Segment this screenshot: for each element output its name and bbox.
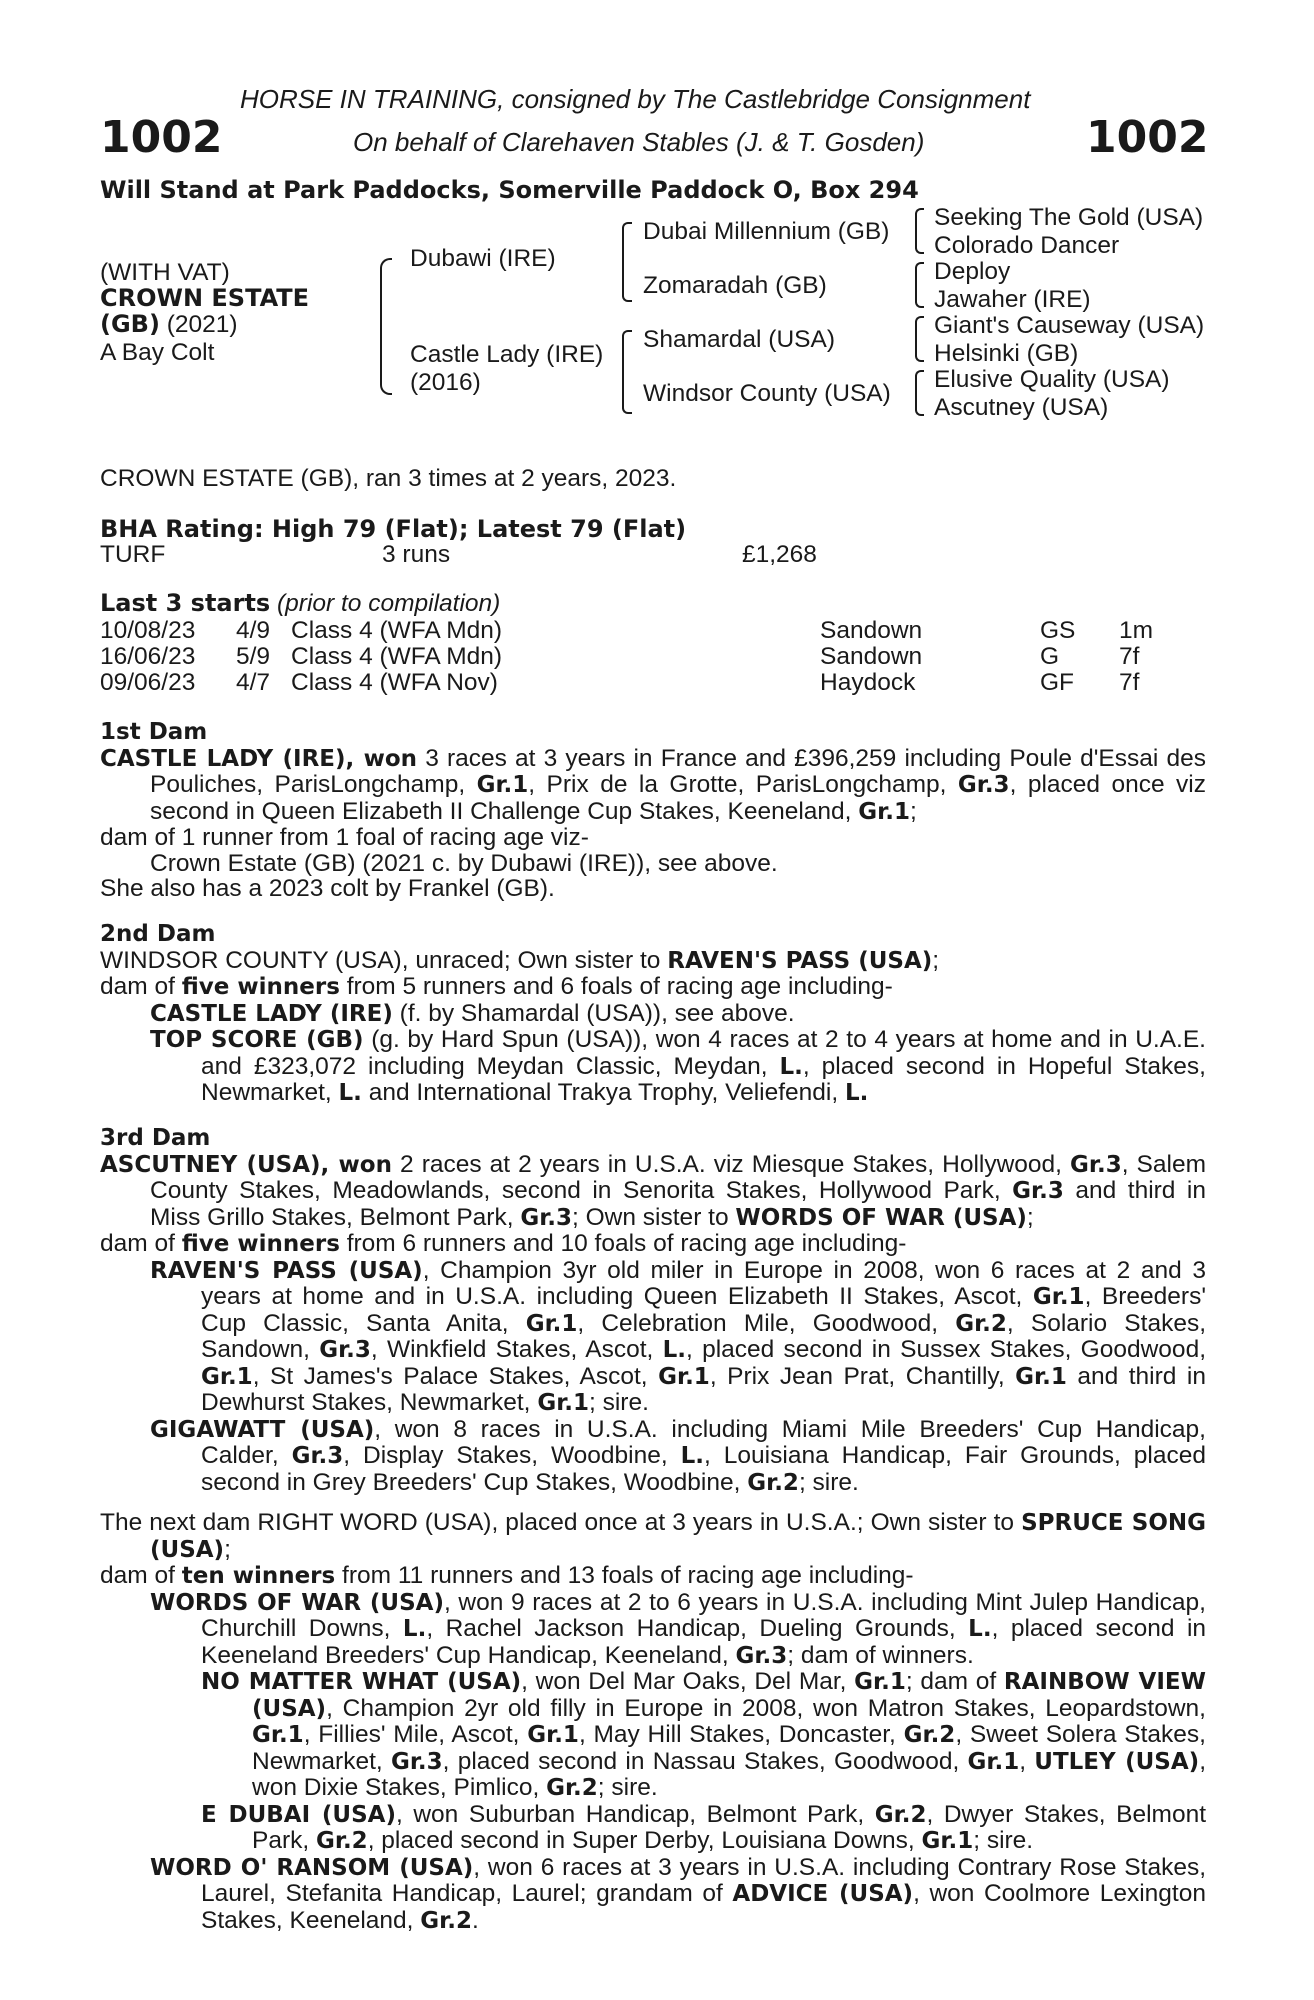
horse-name: RAVEN'S PASS (USA) (150, 1257, 423, 1284)
grade: Gr.1 (921, 1828, 974, 1854)
text: ; Own sister to (572, 1203, 736, 1231)
text: from 6 runners and 10 foals of racing age including- (339, 1230, 907, 1257)
second-dam-produce-intro (100, 974, 1206, 1001)
text: , placed once viz second in Queen Elizabeth II Challenge Cup Stakes, Keeneland, (150, 771, 1206, 825)
grade: Gr.1 (201, 1363, 253, 1390)
pedigree-dd: Windsor County (USA) (643, 380, 891, 407)
text: 3 races at 3 years in France and £396,259 including Poule d'Essai des Pouliches, ParisLongchamp, (150, 744, 1206, 798)
horse-year: (2021) (159, 311, 238, 338)
horse-name: TOP SCORE (GB) (150, 1027, 364, 1053)
start-dist: 1m (1119, 617, 1154, 644)
pedigree-dds: Elusive Quality (USA) (934, 366, 1170, 393)
grade: Gr.1 (1015, 1363, 1067, 1390)
horse-name: UTLEY (USA) (1034, 1748, 1200, 1775)
lot-number-right: 1002 (1086, 112, 1209, 163)
vat-note: (WITH VAT) (100, 259, 230, 286)
pedigree-brace (380, 258, 392, 395)
text: , won 8 races in U.S.A. including Miami Mile Breeders' Cup Handicap, Calder, (201, 1415, 1206, 1469)
produce-entry (100, 1001, 1206, 1028)
text: , Breeders' Cup Classic, Santa Anita, (201, 1283, 1206, 1337)
grade: Gr.2 (903, 1722, 956, 1748)
text: and third in Miss Grillo Stakes, Belmont Park, (150, 1177, 1206, 1231)
start-race: Class 4 (WFA Mdn) (291, 617, 503, 644)
rating-earnings: £1,268 (742, 541, 817, 568)
text: , St James's Palace Stakes, Ascot, (252, 1362, 659, 1390)
text: The next dam RIGHT WORD (USA), placed once at 3 years in U.S.A.; Own sister to (100, 1509, 1022, 1536)
third-dam-produce-intro (100, 1231, 1206, 1258)
dam-name: CASTLE LADY (IRE) (100, 745, 346, 772)
grade: Gr.1 (525, 1310, 578, 1337)
grade: Gr.3 (390, 1748, 443, 1775)
horse-name: RAVEN'S PASS (USA) (667, 947, 933, 974)
start-date: 09/06/23 (100, 669, 196, 696)
text: ; sire. (589, 1389, 649, 1416)
third-dam-section (100, 1126, 1206, 1496)
pedigree-brace (915, 208, 924, 254)
horse-name: ADVICE (USA) (732, 1881, 914, 1907)
grade: Gr.1 (476, 772, 529, 798)
start-date: 10/08/23 (100, 617, 196, 644)
start-date: 16/06/23 (100, 643, 196, 670)
grade: Gr.3 (735, 1642, 788, 1669)
horse-name: WORDS OF WAR (USA) (150, 1589, 444, 1616)
text: dam of (100, 1562, 182, 1589)
text: , Champion 3yr old miler in Europe in 2008, won 6 races at 2 and 3 years at home and in U.S.A. including Queen Elizabeth II Stakes, Ascot, (201, 1256, 1206, 1310)
grade: Gr.3 (319, 1337, 371, 1363)
pedigree-ss: Dubai Millennium (GB) (643, 218, 890, 245)
pedigree-ssd: Colorado Dancer (934, 232, 1120, 259)
pedigree-dam: Castle Lady (IRE) (410, 341, 604, 368)
grade: Gr.2 (747, 1469, 799, 1496)
vendor-line: On behalf of Clarehaven Stables (J. & T. Gosden) (353, 127, 925, 157)
grade: Gr.3 (1070, 1151, 1122, 1178)
text: , Louisiana Handicap, Fair Grounds, placed second in Grey Breeders' Cup Stakes, Woodbine, (201, 1442, 1207, 1496)
produce-entry (100, 1027, 1206, 1107)
grade: Gr.2 (874, 1801, 927, 1828)
pedigree-sds: Deploy (934, 258, 1011, 285)
pedigree-sss: Seeking The Gold (USA) (934, 204, 1204, 231)
grade: Gr.1 (527, 1722, 579, 1748)
first-dam-heading: 1st Dam (100, 719, 208, 745)
text: , Fillies' Mile, Ascot, (303, 1721, 528, 1748)
text: and third in Dewhurst Stakes, Newmarket, (201, 1362, 1206, 1416)
first-dam-section (100, 720, 1206, 902)
produce-entry (100, 1855, 1206, 1935)
start-course: Sandown (820, 643, 923, 670)
won-label: , won (345, 745, 418, 772)
horse-description: A Bay Colt (100, 339, 215, 366)
text: WINDSOR COUNTY (USA), unraced; Own sister to (100, 946, 668, 974)
grade: L. (680, 1443, 705, 1469)
produce-entry (100, 1802, 1206, 1855)
grade: Gr.3 (1012, 1178, 1064, 1204)
stand-location: Will Stand at Park Paddocks, Somerville Paddock O, Box 294 (100, 176, 919, 204)
winners-count: five winners (181, 974, 340, 1000)
grade: L. (402, 1616, 427, 1642)
text: , placed second in Super Derby, Louisiana Downs, (367, 1827, 922, 1854)
grade: L. (844, 1080, 869, 1106)
first-dam-also: She also has a 2023 colt by Frankel (GB). (100, 875, 555, 902)
grade: Gr.2 (546, 1775, 598, 1801)
pedigree-sd: Zomaradah (GB) (643, 272, 827, 299)
text: from 11 runners and 13 foals of racing age including- (335, 1562, 914, 1589)
text: , May Hill Stakes, Doncaster, (578, 1721, 904, 1748)
text: and International Trakya Trophy, Veliefendi, (361, 1079, 845, 1106)
consignment-line: HORSE IN TRAINING, consigned by The Castlebridge Consignment (240, 84, 1031, 114)
grade: Gr.2 (955, 1310, 1007, 1337)
text: ; (224, 1535, 231, 1563)
pedigree-sire: Dubawi (IRE) (410, 245, 556, 272)
pedigree-ds: Shamardal (USA) (643, 326, 835, 353)
start-race: Class 4 (WFA Mdn) (291, 643, 503, 670)
grade: Gr.3 (291, 1443, 344, 1469)
text: , (1019, 1747, 1035, 1775)
text: . (471, 1906, 479, 1934)
grade: L. (662, 1337, 686, 1363)
start-pos: 4/7 (236, 669, 271, 696)
text: , Solario Stakes, Sandown, (201, 1309, 1206, 1363)
pedigree-brace (622, 330, 632, 414)
text: , Salem County Stakes, Meadowlands, second in Senorita Stakes, Hollywood Park, (150, 1150, 1207, 1204)
horse-name: CASTLE LADY (IRE) (150, 1000, 393, 1027)
text: ; sire. (973, 1827, 1034, 1854)
text: , placed second in Hopeful Stakes, Newmarket, (201, 1052, 1206, 1106)
text: ; dam of (905, 1668, 1004, 1695)
pedigree-ddd: Ascutney (USA) (934, 394, 1109, 421)
race-summary: CROWN ESTATE (GB), ran 3 times at 2 years, 2023. (100, 465, 677, 492)
pedigree-brace (915, 262, 924, 308)
text: dam of (100, 1230, 182, 1257)
grade: Gr.1 (1032, 1284, 1085, 1310)
text: , Prix de la Grotte, ParisLongchamp, (528, 771, 958, 798)
start-going: GF (1040, 669, 1075, 696)
grade: Gr.2 (420, 1907, 472, 1934)
produce-entry (100, 1590, 1206, 1670)
grade: Gr.1 (967, 1748, 1020, 1775)
last-starts-heading (100, 591, 500, 617)
text: , placed second in Keeneland Breeders' Cup Handicap, Keeneland, (201, 1615, 1207, 1669)
pedigree-brace (915, 370, 924, 416)
winners-count: ten winners (181, 1563, 336, 1589)
pedigree-dss: Giant's Causeway (USA) (934, 312, 1205, 339)
horse-name: NO MATTER WHAT (USA) (201, 1669, 522, 1695)
text: , Rachel Jackson Handicap, Dueling Grounds, (426, 1615, 969, 1642)
produce-entry (100, 1669, 1206, 1802)
pedigree-brace (622, 222, 632, 302)
horse-name: SPRUCE SONG (USA) (150, 1510, 1207, 1563)
grade: Gr.1 (854, 1669, 906, 1695)
text: ; sire. (597, 1774, 658, 1801)
second-dam-heading: 2nd Dam (100, 921, 216, 947)
grade: Gr.2 (316, 1828, 368, 1854)
text: , Celebration Mile, Goodwood, (577, 1309, 956, 1337)
start-race: Class 4 (WFA Nov) (291, 669, 498, 696)
pedigree-dsd: Helsinki (GB) (934, 340, 1079, 367)
horse-country: (GB) (100, 310, 160, 338)
pedigree-sdd: Jawaher (IRE) (934, 286, 1091, 313)
grade: Gr.1 (252, 1722, 304, 1748)
text: , won Del Mar Oaks, Del Mar, (521, 1668, 855, 1695)
start-dist: 7f (1119, 643, 1140, 670)
text: , won Suburban Handicap, Belmont Park, (395, 1800, 875, 1828)
second-dam-record (100, 948, 1206, 975)
grade: Gr.1 (537, 1390, 589, 1416)
first-dam-produce-intro: dam of 1 runner from 1 foal of racing age viz- (100, 824, 589, 851)
rating-surface: TURF (100, 541, 166, 568)
start-going: G (1040, 643, 1060, 670)
start-pos: 4/9 (236, 617, 271, 644)
won-label: , won (320, 1151, 392, 1178)
start-course: Sandown (820, 617, 923, 644)
winners-count: five winners (181, 1231, 340, 1257)
lot-number-left: 1002 (100, 112, 223, 163)
grade: Gr.1 (858, 798, 910, 825)
text: , Dwyer Stakes, Belmont Park, (252, 1800, 1207, 1854)
text: from 5 runners and 6 foals of racing age including- (339, 973, 893, 1000)
text: ; sire. (798, 1468, 859, 1496)
text: , Prix Jean Prat, Chantilly, (709, 1362, 1016, 1390)
horse-name: CROWN ESTATE (100, 284, 310, 312)
text: ; dam of winners. (787, 1641, 974, 1669)
text: , Champion 2yr old filly in Europe in 2008, won Matron Stakes, Leopardstown, (326, 1694, 1206, 1722)
text: ; (932, 946, 940, 974)
text: , won Coolmore Lexington Stakes, Keeneland, (201, 1880, 1206, 1934)
pedigree-brace (915, 316, 924, 362)
horse-name: WORD O' RANSOM (USA) (150, 1854, 474, 1881)
text: , placed second in Nassau Stakes, Goodwood, (442, 1747, 968, 1775)
grade: Gr.3 (520, 1204, 573, 1231)
text: , Display Stakes, Woodbine, (343, 1442, 681, 1469)
produce-entry (100, 1258, 1206, 1417)
start-dist: 7f (1119, 669, 1140, 696)
start-course: Haydock (820, 669, 916, 696)
text: ; (1026, 1203, 1034, 1231)
text: (f. by Shamardal (USA)), see above. (392, 999, 795, 1027)
last-starts-title: Last 3 starts (100, 589, 271, 617)
text: , won 6 races at 3 years in U.S.A. including Contrary Rose Stakes, Laurel, Stefanita Handicap, Laurel; grandam of (201, 1853, 1206, 1907)
next-dam-record (100, 1510, 1206, 1563)
text: , Sweet Solera Stakes, Newmarket, (252, 1721, 1206, 1775)
next-dam-produce-intro (100, 1563, 1206, 1590)
horse-name: E DUBAI (USA) (201, 1801, 396, 1828)
start-pos: 5/9 (236, 643, 271, 670)
horse-country-year (100, 312, 238, 338)
last-starts-note: (prior to compilation) (270, 590, 501, 617)
bha-rating: BHA Rating: High 79 (Flat); Latest 79 (Flat) (100, 515, 687, 543)
text: , won Dixie Stakes, Pimlico, (252, 1747, 1206, 1801)
produce-entry (100, 1417, 1206, 1497)
start-going: GS (1040, 617, 1076, 644)
grade: Gr.1 (658, 1363, 710, 1390)
grade: L. (968, 1616, 992, 1642)
third-dam-record (100, 1152, 1206, 1232)
horse-name: WORDS OF WAR (USA) (735, 1204, 1027, 1231)
first-dam-record (100, 746, 1206, 826)
text: dam of (100, 973, 182, 1000)
text: ; (909, 797, 917, 825)
rating-runs: 3 runs (382, 541, 451, 568)
second-dam-section (100, 922, 1206, 1107)
text: (g. by Hard Spun (USA)), won 4 races at 2 to 4 years at home and in U.A.E. and £323,072 including Meydan Classic, Meydan, (201, 1026, 1206, 1080)
horse-name: RAINBOW VIEW (USA) (252, 1669, 1206, 1722)
horse-name: GIGAWATT (USA) (150, 1416, 375, 1443)
third-dam-heading: 3rd Dam (100, 1125, 211, 1151)
text: 2 races at 2 years in U.S.A. viz Miesque Stakes, Hollywood, (391, 1150, 1071, 1178)
grade: L. (338, 1080, 362, 1106)
text: , Winkfield Stakes, Ascot, (370, 1336, 663, 1363)
dam-name: ASCUTNEY (USA) (100, 1151, 321, 1178)
grade: Gr.3 (957, 772, 1010, 798)
text: , placed second in Sussex Stakes, Goodwood, (686, 1336, 1206, 1363)
grade: L. (779, 1053, 803, 1080)
first-dam-produce: Crown Estate (GB) (2021 c. by Dubawi (IRE)), see above. (150, 849, 778, 877)
next-dam-section (100, 1510, 1206, 1934)
text: , won 9 races at 2 to 6 years in U.S.A. including Mint Julep Handicap, Churchill Downs, (201, 1588, 1206, 1642)
pedigree-dam-year: (2016) (410, 369, 481, 396)
